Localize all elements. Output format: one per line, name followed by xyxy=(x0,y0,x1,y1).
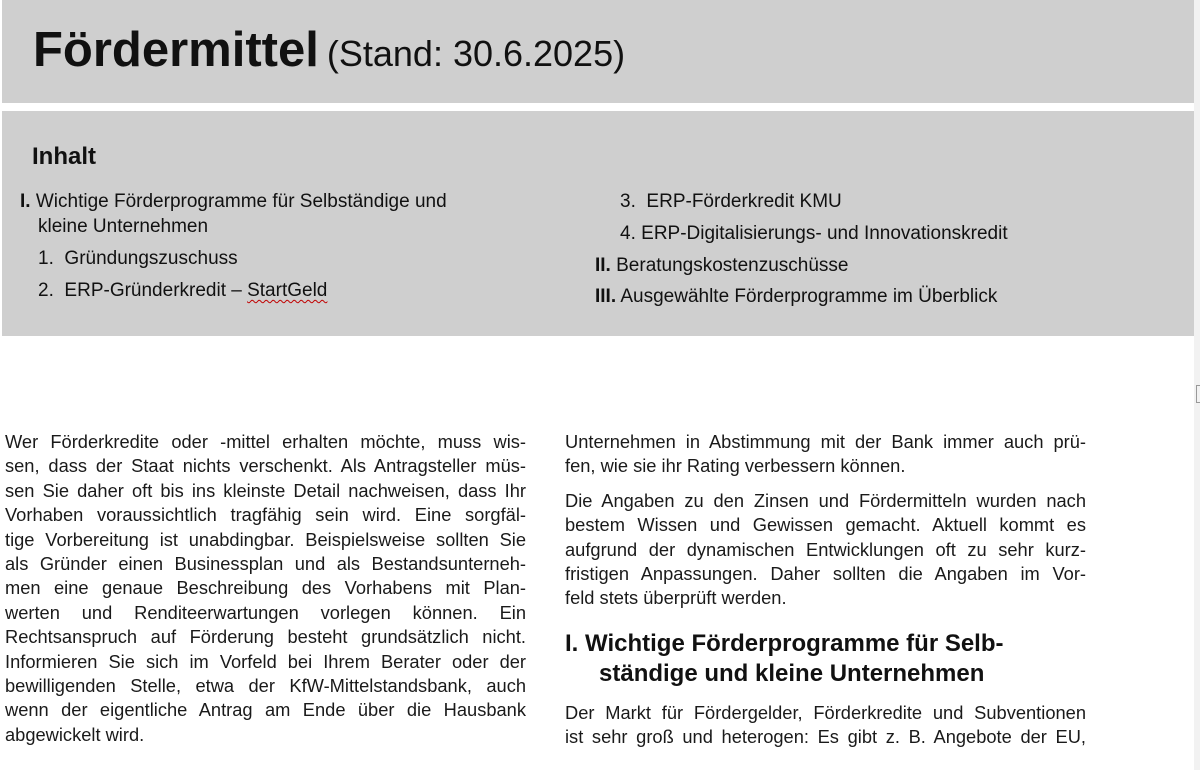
right-text-column xyxy=(565,430,1086,750)
document-title: Fördermittel xyxy=(33,23,319,77)
text-line: men eine genaue Beschreibung des Vorhabens mit Plan- xyxy=(5,577,526,599)
text-line: bewilligenden Stelle, etwa der KfW-Mittelstandsbank, auch xyxy=(5,675,526,697)
toc-item-number: III. xyxy=(595,286,617,307)
text-line: als Gründer einen Businessplan und als Bestandsunterneh- xyxy=(5,553,526,575)
toc-item-2[interactable] xyxy=(38,280,327,302)
paragraph xyxy=(565,489,1086,611)
toc-item-section-1-cont[interactable] xyxy=(38,216,208,238)
text-line: Der Markt für Fördergelder, Förderkredite und Subventionen xyxy=(565,701,1086,723)
scrollbar-marker xyxy=(1196,385,1200,403)
toc-item-label: Gründungszuschuss xyxy=(64,248,238,269)
text-line: fristigen Anpassungen. Daher sollten die Angaben im Vor- xyxy=(565,563,1086,585)
toc-item-3[interactable] xyxy=(620,191,842,213)
text-line: Wer Förderkredite oder -mittel erhalten möchte, muss wis- xyxy=(5,431,526,452)
text-line: Die Angaben zu den Zinsen und Fördermitteln wurden nach xyxy=(565,489,1086,511)
section-heading-line: ständige und kleine Unternehmen xyxy=(599,659,985,687)
text-line: tige Vorbereitung ist unabdingbar. Beispielsweise sollten Sie xyxy=(5,528,526,550)
left-text-column xyxy=(5,430,526,747)
text-line: sen, dass der Staat nichts verschenkt. Als Antragsteller müs- xyxy=(5,455,526,477)
toc-item-number: I. xyxy=(20,191,31,212)
toc-item-section-1[interactable] xyxy=(20,191,447,213)
text-line: Rechtsanspruch auf Förderung besteht grundsätzlich nicht. xyxy=(5,626,526,648)
text-line: werten und Renditeerwartungen vorlegen können. Ein xyxy=(5,601,526,623)
toc-item-number: 1. xyxy=(38,248,54,269)
toc-item-number: II. xyxy=(595,255,611,276)
paragraph xyxy=(565,430,1086,479)
toc-item-1[interactable] xyxy=(38,248,238,270)
toc-item-label: kleine Unternehmen xyxy=(38,216,209,237)
text-line: wenn der eigentliche Antrag am Ende über die Hausbank xyxy=(5,699,526,721)
toc-item-number: 3. xyxy=(620,191,636,212)
toc-item-label: Beratungskostenzuschüsse xyxy=(616,255,849,276)
text-line: bestem Wissen und Gewissen gemacht. Aktuell kommt es xyxy=(565,514,1086,536)
toc-heading: Inhalt xyxy=(32,143,96,170)
toc-item-label: Wichtige Förderprogramme für Selbständige und xyxy=(35,191,447,212)
page-title xyxy=(33,22,625,78)
toc-item-label: Ausgewählte Förderprogramme im Überblick xyxy=(620,286,998,307)
toc-item-section-2[interactable] xyxy=(595,255,849,277)
text-line: aufgrund der dynamischen Entwicklungen oft zu sehr kurz- xyxy=(565,538,1086,560)
paragraph xyxy=(565,701,1086,750)
toc-item-section-3[interactable] xyxy=(595,286,997,308)
text-line: abgewickelt wird. xyxy=(5,723,145,745)
toc-item-number: 2. xyxy=(38,280,54,301)
toc-item-label: ERP-Digitalisierungs- und Innovationskredit xyxy=(641,223,1008,244)
text-line: sen Sie daher oft bis ins kleinste Detail nachweisen, dass Ihr xyxy=(5,479,526,501)
text-line: fen, wie sie ihr Rating verbessern können. xyxy=(565,455,906,477)
section-heading-line: I. Wichtige Förderprogramme für Selb- xyxy=(565,629,1004,657)
document-date: (Stand: 30.6.2025) xyxy=(326,33,626,74)
toc-item-label: ERP-Förderkredit KMU xyxy=(646,191,842,212)
spellcheck-marked-word: StartGeld xyxy=(247,280,328,301)
text-line: Unternehmen in Abstimmung mit der Bank immer auch prü- xyxy=(565,431,1086,452)
text-line: ist sehr groß und heterogen: Es gibt z. B. Angebote der EU, xyxy=(565,726,1086,748)
text-line: feld stets überprüft werden. xyxy=(565,587,787,609)
toc-item-4[interactable] xyxy=(620,223,1008,245)
text-line: Vorhaben voraussichtlich tragfähig sein wird. Eine sorgfäl- xyxy=(5,504,526,526)
toc-item-label: ERP-Gründerkredit – xyxy=(64,280,248,301)
text-line: Informieren Sie sich im Vorfeld bei Ihrem Berater oder der xyxy=(5,650,526,672)
section-heading xyxy=(565,629,1086,689)
toc-item-number: 4. xyxy=(620,223,636,244)
